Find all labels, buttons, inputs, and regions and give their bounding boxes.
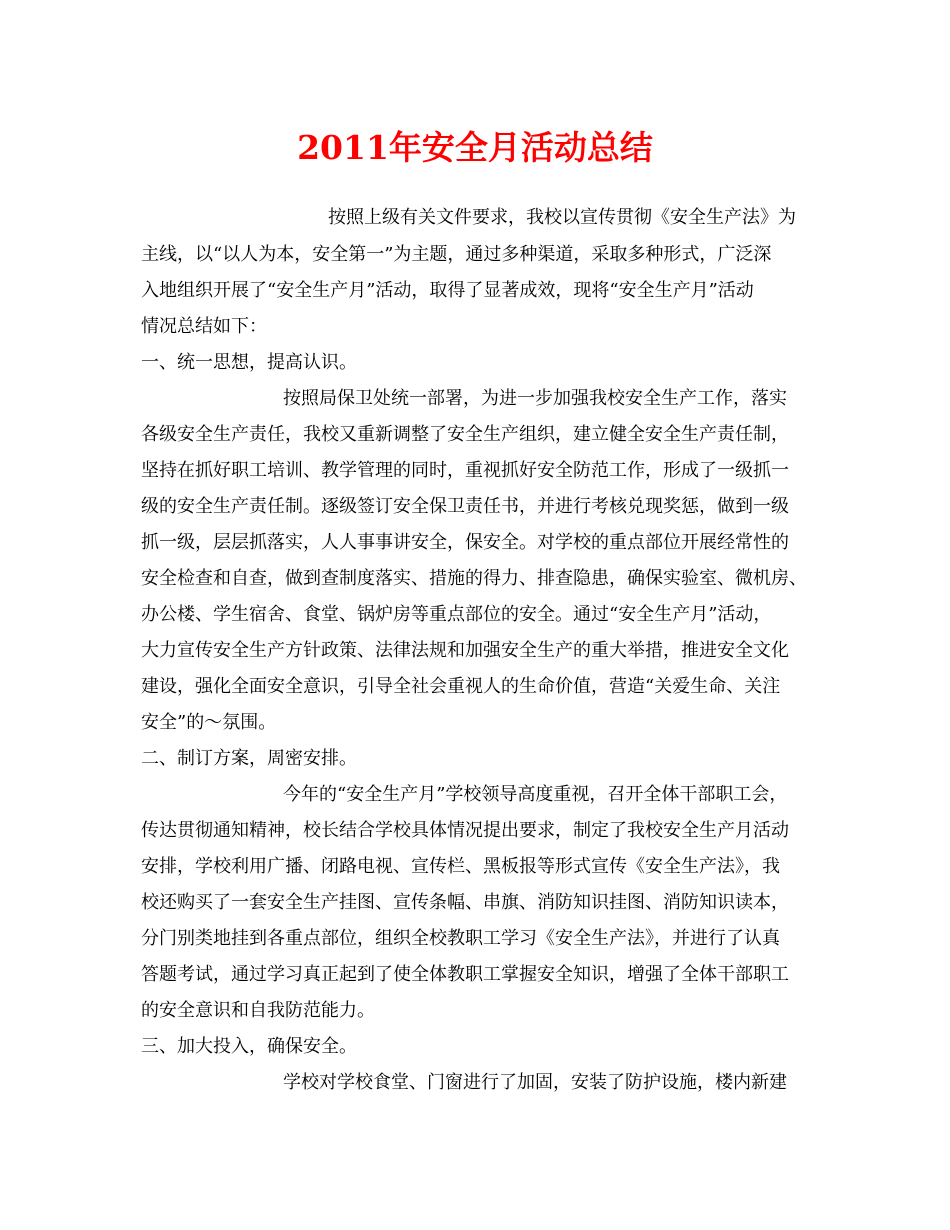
section-2-line-6: 答题考试，通过学习真正起到了使全体教职工掌握安全知识，增强了全体干部职工 — [141, 964, 789, 985]
document-title: 2011年安全月活动总结 — [297, 128, 653, 167]
section-3-line-1: 学校对学校食堂、门窗进行了加固，安装了防护设施，楼内新建 — [283, 1072, 787, 1093]
section-1-line-8: 大力宣传安全生产方针政策、法律法规和加强安全生产的重大举措，推进安全文化 — [141, 640, 789, 661]
section-1-line-10: 安全”的～氛围。 — [141, 712, 277, 733]
section-1-line-7: 办公楼、学生宿舍、食堂、锅炉房等重点部位的安全。通过“安全生产月”活动， — [141, 604, 772, 625]
section-2-line-2: 传达贯彻通知精神，校长结合学校具体情况提出要求，制定了我校安全生产月活动 — [141, 820, 789, 841]
section-1-line-1: 按照局保卫处统一部署，为进一步加强我校安全生产工作，落实 — [283, 388, 787, 409]
section-1-line-3: 坚持在抓好职工培训、教学管理的同时，重视抓好安全防范工作，形成了一级抓一 — [141, 460, 789, 481]
intro-line-2: 主线，以“以人为本，安全第一”为主题，通过多种渠道，采取多种形式，广泛深 — [141, 244, 772, 265]
section-2-line-4: 校还购买了一套安全生产挂图、宣传条幅、串旗、消防知识挂图、消防知识读本， — [141, 892, 789, 913]
section-2-line-7: 的安全意识和自我防范能力。 — [141, 1000, 375, 1021]
section-1-line-9: 建设，强化全面安全意识，引导全社会重视人的生命价值，营造“关爱生命、关注 — [141, 676, 781, 697]
section-1-line-5: 抓一级，层层抓落实，人人事事讲安全，保安全。对学校的重点部位开展经常性的 — [141, 532, 789, 553]
section-2-heading: 二、制订方案，周密安排。 — [141, 748, 357, 769]
section-1-line-2: 各级安全生产责任，我校又重新调整了安全生产组织，建立健全安全生产责任制， — [141, 424, 789, 445]
intro-line-3: 入地组织开展了“安全生产月”活动，取得了显著成效，现将“安全生产月”活动 — [141, 280, 754, 301]
section-1-line-4: 级的安全生产责任制。逐级签订安全保卫责任书，并进行考核兑现奖惩，做到一级 — [141, 496, 789, 517]
section-1-line-6: 安全检查和自查，做到查制度落实、措施的得力、排查隐患，确保实验室、微机房、 — [141, 568, 807, 589]
intro-line-4: 情况总结如下： — [141, 316, 267, 337]
section-2-line-5: 分门别类地挂到各重点部位，组织全校教职工学习《安全生产法》，并进行了认真 — [141, 928, 780, 949]
section-1-heading: 一、统一思想，提高认识。 — [141, 352, 357, 373]
section-3-heading: 三、加大投入，确保安全。 — [141, 1036, 357, 1057]
section-2-line-3: 安排，学校利用广播、闭路电视、宣传栏、黑板报等形式宣传《安全生产法》，我 — [141, 856, 780, 877]
intro-line-1: 按照上级有关文件要求，我校以宣传贯彻《安全生产法》为 — [328, 207, 796, 228]
section-2-line-1: 今年的“安全生产月”学校领导高度重视，召开全体干部职工会， — [283, 784, 788, 805]
